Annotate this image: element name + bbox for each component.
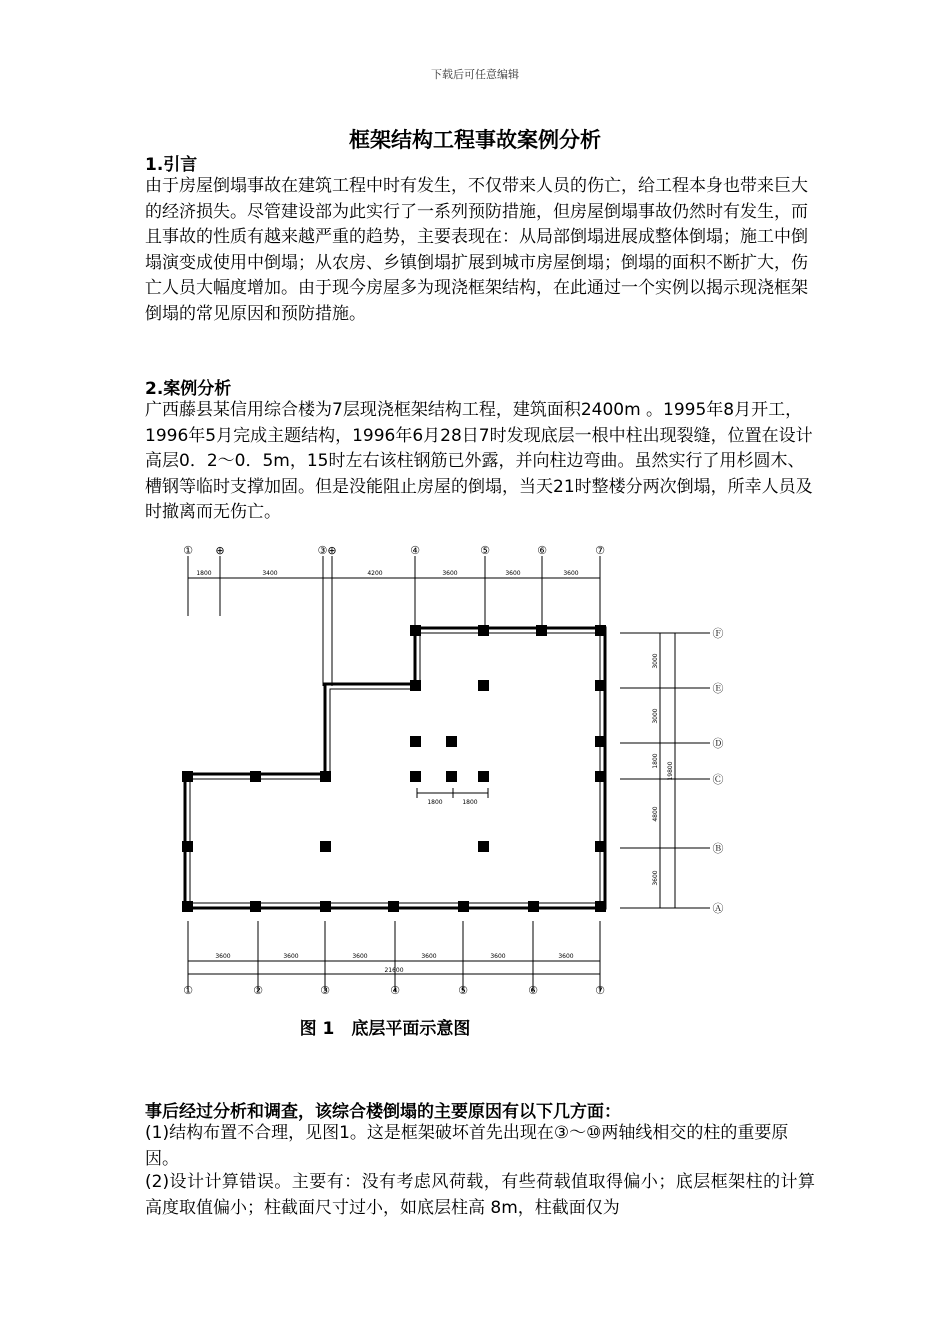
inner-dimension: 1800 (427, 799, 443, 806)
top-dimension: 4200 (367, 570, 383, 577)
top-axis-label: ⊕ (215, 544, 225, 557)
bottom-axis-label: ⑤ (458, 984, 468, 997)
right-dimension: 4800 (652, 806, 659, 822)
top-axis-label: ⑥ (537, 544, 547, 557)
bottom-axis-label: ⑥ (528, 984, 538, 997)
section-1-heading: 1.引言 (145, 155, 198, 175)
page-header: 下载后可任意编辑 (431, 68, 519, 81)
bottom-dimension: 3600 (283, 953, 299, 960)
section-1-body: 由于房屋倒塌事故在建筑工程中时有发生，不仅带来人员的伤亡，给工程本身也带来巨大的经济损失。尽管建设部为此实行了一系列预防措施，但房屋倒塌事故仍然时有发生，而且事故的性质有越来越严重的趋势，主要表现在：从局部倒塌进展成整体倒塌；施工中倒塌演变成使用中倒塌；从农房、乡镇倒塌扩展到城市房屋倒塌；倒塌的面积不断扩大，伤亡人员大幅度增加。由于现今房屋多为现浇框架结构，在此通过一个实例以揭示现浇框架倒塌的常见原因和预防措施。 (145, 176, 808, 324)
conclusion-item-2: (2)设计计算错误。主要有：没有考虑风荷载，有些荷载值取得偏小；底层框架柱的计算高度取值偏小；柱截面尺寸过小，如底层柱高 8m，柱截面仅为 (145, 1172, 815, 1218)
right-dimension: 3000 (652, 653, 659, 669)
top-dimension: 3600 (505, 570, 521, 577)
right-dimension: 1800 (652, 753, 659, 769)
top-axis-label: ⑦ (595, 544, 605, 557)
right-axis-label: Ⓔ (712, 682, 724, 695)
section-2-body: 广西藤县某信用综合楼为7层现浇框架结构工程，建筑面积2400m 。1995年8月开工，1996年5月完成主题结构，1996年6月28日7时发现底层一根中柱出现裂缝，位置在设计高层0．2～0．5m，15时左右该柱钢筋已外露，并向柱边弯曲。虽然实行了用杉圆木、槽钢等临时支撑加固。但是没能阻止房屋的倒塌，当天21时整楼分两次倒塌，所幸人员及时撤离而无伤亡。 (145, 400, 813, 522)
floor-plan-figure (170, 536, 750, 1046)
bottom-axis-label: ① (183, 984, 193, 997)
right-dimension: 3600 (652, 870, 659, 886)
top-dimension: 3600 (442, 570, 458, 577)
right-axis-label: Ⓑ (712, 842, 724, 855)
bottom-dimension: 3600 (558, 953, 574, 960)
bottom-axis-label: ④ (390, 984, 400, 997)
bottom-axis-label: ② (253, 984, 263, 997)
conclusion-heading: 事后经过分析和调查，该综合楼倒塌的主要原因有以下几方面： (145, 1102, 621, 1122)
top-axis-label: ④ (410, 544, 420, 557)
top-axis-label: ① (183, 544, 193, 557)
top-dimension: 3400 (262, 570, 278, 577)
right-axis-label: Ⓓ (712, 737, 724, 750)
bottom-dimension: 3600 (352, 953, 368, 960)
bottom-dimension: 3600 (421, 953, 437, 960)
right-dimension: 3000 (652, 708, 659, 724)
bottom-axis-label: ③ (320, 984, 330, 997)
right-axis-label: Ⓒ (712, 773, 724, 786)
bottom-axis-label: ⑦ (595, 984, 605, 997)
inner-dimension: 1800 (462, 799, 478, 806)
right-axis-label: Ⓐ (712, 902, 724, 915)
bottom-dimension: 3600 (215, 953, 231, 960)
conclusion-item-1: (1)结构布置不合理，见图1。这是框架破坏首先出现在③～⑩两轴线相交的柱的重要原因。 (145, 1123, 789, 1169)
top-axis-label: ③⊕ (317, 544, 337, 557)
top-dimension: 3600 (563, 570, 579, 577)
right-total-dimension: 19800 (667, 761, 674, 781)
section-2-heading: 2.案例分析 (145, 379, 232, 399)
figure-caption: 图 1 底层平面示意图 (299, 1019, 471, 1039)
document-title: 框架结构工程事故案例分析 (349, 128, 601, 152)
bottom-total-dimension: 21600 (384, 967, 404, 974)
top-dimension: 1800 (196, 570, 212, 577)
top-axis-label: ⑤ (480, 544, 490, 557)
bottom-dimension: 3600 (490, 953, 506, 960)
right-axis-label: Ⓕ (712, 627, 724, 640)
